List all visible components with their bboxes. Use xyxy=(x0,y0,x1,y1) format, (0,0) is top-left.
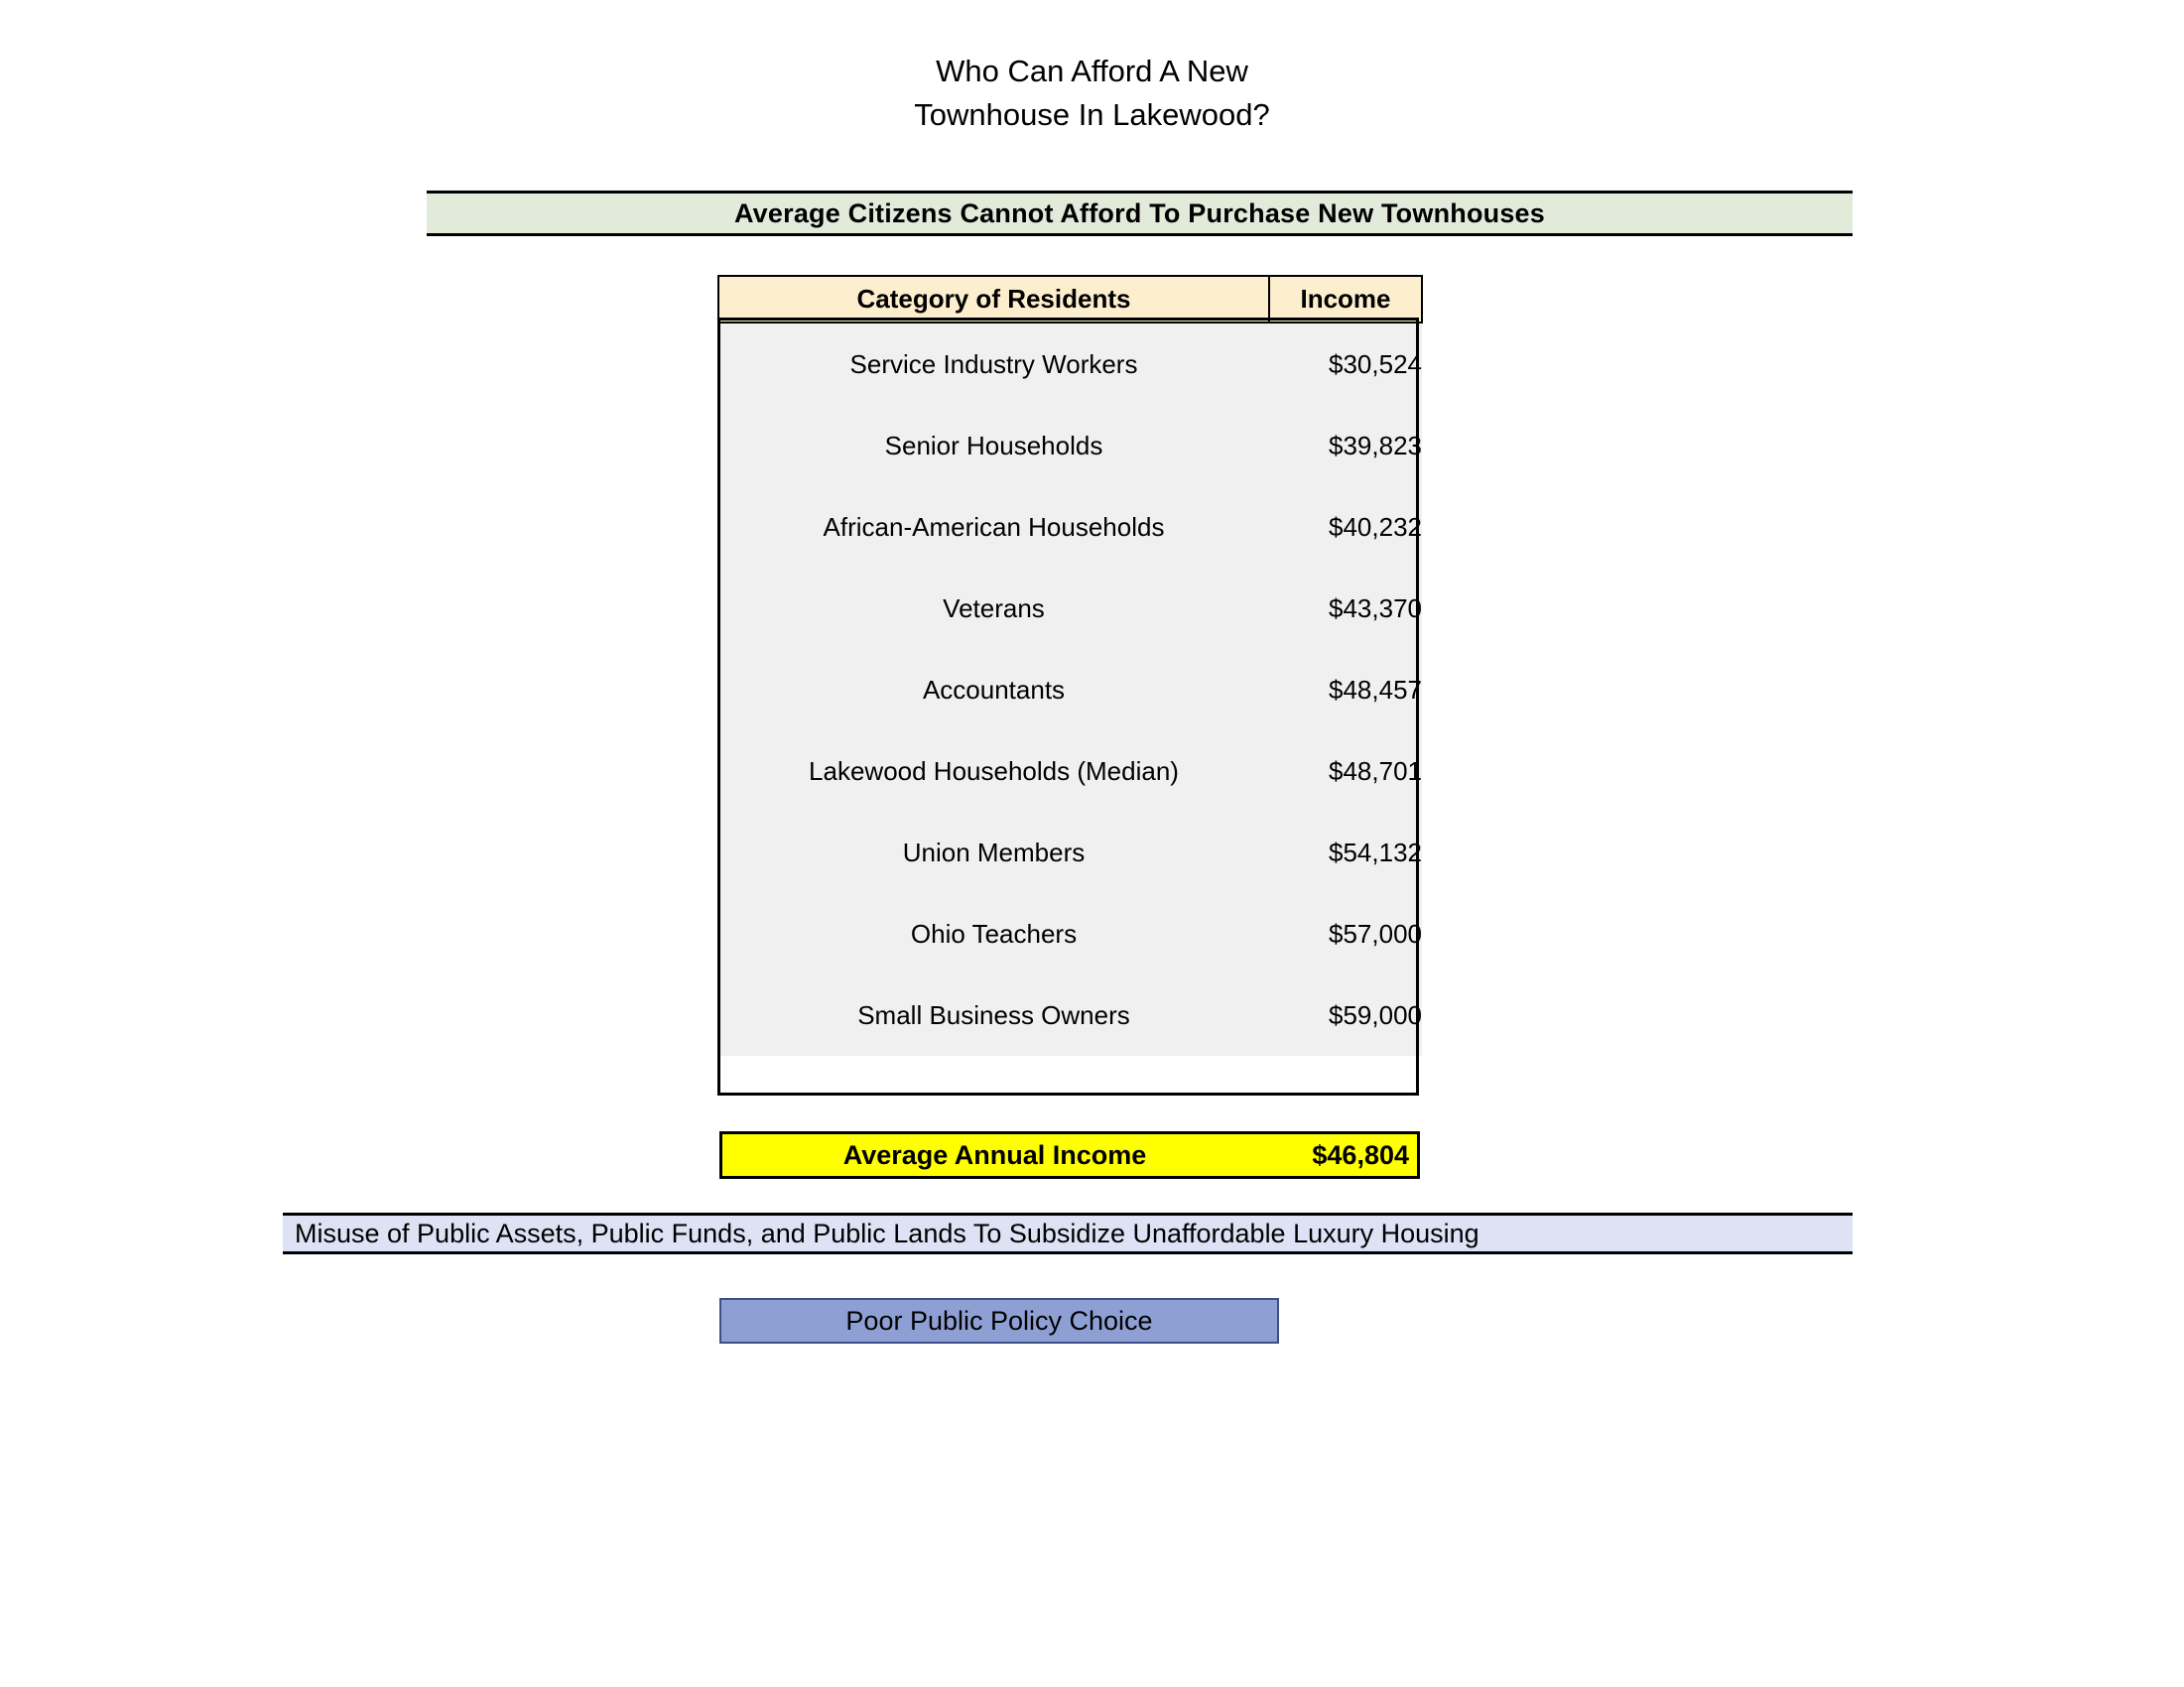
cell-category: Union Members xyxy=(718,812,1269,893)
cell-category: Small Business Owners xyxy=(718,974,1269,1056)
cell-income: $40,232 xyxy=(1269,486,1422,568)
policy-conclusion-text: Poor Public Policy Choice xyxy=(845,1305,1153,1336)
table-row xyxy=(718,893,1422,974)
cell-income: $43,370 xyxy=(1269,568,1422,649)
cell-income: $39,823 xyxy=(1269,405,1422,486)
column-header-category: Category of Residents xyxy=(718,276,1269,323)
average-income-value: $46,804 xyxy=(1312,1139,1409,1170)
column-header-income: Income xyxy=(1269,276,1422,323)
table-row xyxy=(718,405,1422,486)
banner-affordability-text: Average Citizens Cannot Afford To Purchase New Townhouses xyxy=(733,197,1545,228)
average-income-row xyxy=(719,1131,1420,1179)
cell-income: $48,701 xyxy=(1269,730,1422,812)
cell-income: $30,524 xyxy=(1269,323,1422,405)
cell-income: $59,000 xyxy=(1269,974,1422,1056)
cell-income: $54,132 xyxy=(1269,812,1422,893)
policy-conclusion-box xyxy=(719,1298,1279,1344)
cell-category: Ohio Teachers xyxy=(718,893,1269,974)
cell-income: $48,457 xyxy=(1269,649,1422,730)
banner-misuse xyxy=(283,1213,1853,1254)
table-row xyxy=(718,812,1422,893)
banner-misuse-text: Misuse of Public Assets, Public Funds, and Public Lands To Subsidize Unaffordable Luxury Housing xyxy=(295,1218,1479,1248)
cell-category: Accountants xyxy=(718,649,1269,730)
table-row xyxy=(718,486,1422,568)
cell-category: Senior Households xyxy=(718,405,1269,486)
cell-income: $57,000 xyxy=(1269,893,1422,974)
table-header-row xyxy=(718,276,1422,323)
page-title-line-1: Who Can Afford A New xyxy=(936,54,1248,88)
cell-category: Veterans xyxy=(718,568,1269,649)
cell-category: Lakewood Households (Median) xyxy=(718,730,1269,812)
table-body xyxy=(718,323,1422,1056)
average-income-label: Average Annual Income xyxy=(842,1139,1147,1170)
table-row xyxy=(718,323,1422,405)
table-row xyxy=(718,974,1422,1056)
table-row xyxy=(718,568,1422,649)
cell-category: African-American Households xyxy=(718,486,1269,568)
banner-affordability xyxy=(427,191,1853,236)
page-title-line-2: Townhouse In Lakewood? xyxy=(914,97,1270,132)
income-table xyxy=(717,275,1422,1056)
page-title xyxy=(0,50,2184,137)
cell-category: Service Industry Workers xyxy=(718,323,1269,405)
table-row xyxy=(718,649,1422,730)
table-row xyxy=(718,730,1422,812)
